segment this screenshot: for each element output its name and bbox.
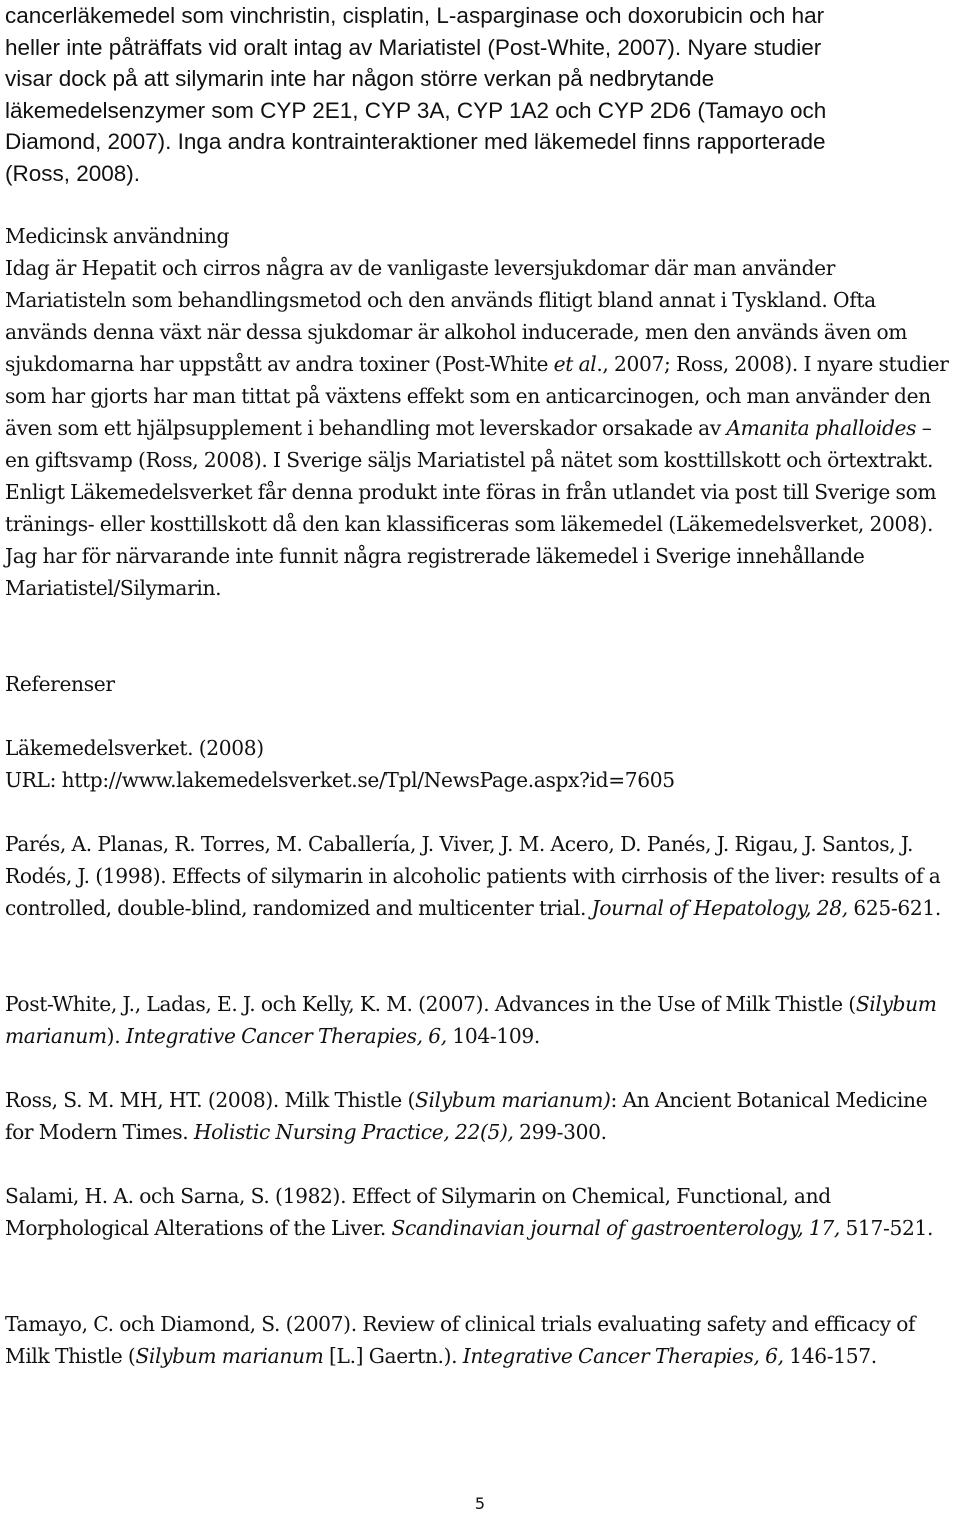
paragraph-text: Post-White	[442, 352, 554, 376]
species-name: Silybum marianum	[135, 1344, 324, 1368]
paragraph-text: ., 2007; Ross, 2008).	[596, 352, 798, 376]
reference-journal: Integrative Cancer Therapies, 6,	[125, 1024, 447, 1048]
paragraph-italic: et al	[553, 352, 597, 376]
reference-text: Salami, H. A. och Sarna, S. (1982). Effect of Silymarin on Chemical, Functional, and Morphological Alterations of the Liver.	[5, 1184, 831, 1240]
reference-url: URL: http://www.lakemedelsverket.se/Tpl/NewsPage.aspx?id=7605	[5, 768, 675, 792]
reference-item	[5, 1308, 957, 1372]
reference-pages: 517-521.	[839, 1216, 934, 1240]
intro-line: cancerläkemedel som vinchristin, cisplatin, L-asparginase och doxorubicin och har	[5, 3, 825, 28]
species-name: Amanita phalloides	[726, 416, 917, 440]
reference-text: Parés, A. Planas, R. Torres, M. Caballería, J. Viver, J. M. Acero, D. Panés, J. Rigau, J. Santos, J. Rodés, J. (1998). Effects of silymarin in alcoholic patients with cirrhosis of the liver: results of a controlled, double-blind, randomized and multicenter trial.	[5, 832, 941, 920]
reference-pages: 104-109.	[446, 1024, 540, 1048]
reference-text: : An Ancient Botanical Medicine for Modern Times.	[5, 1088, 928, 1144]
reference-journal: Integrative Cancer Therapies, 6,	[462, 1344, 784, 1368]
reference-journal: Journal of Hepatology, 28,	[591, 896, 848, 920]
paragraph-text: I nyare studier som har gjorts har man tittat på växtens effekt som en anticarcinogen, och man använder den även som ett hjälpsupplement i behandling mot leverskador orsakade av	[5, 352, 949, 440]
reference-text: ).	[106, 1024, 126, 1048]
reference-journal: Holistic Nursing Practice, 22(5),	[193, 1120, 514, 1144]
paragraph-text: Idag är Hepatit och cirros några av de vanligaste leversjukdomar där man använder Mariatisteln som behandlingsmetod och den används flitigt bland annat i Tyskland. Ofta används denna växt när dessa sjukdomar är alkohol inducerade, men den används även om sjukdomarna har uppstått av andra toxiner (	[5, 256, 908, 376]
intro-line: visar dock på att silymarin inte har någon större verkan på nedbrytande	[5, 66, 715, 91]
species-name: Silybum marianum)	[415, 1088, 611, 1112]
intro-line: (Ross, 2008).	[5, 160, 141, 186]
reference-item	[5, 1180, 957, 1244]
reference-pages: 625-621.	[847, 896, 941, 920]
reference-text: Tamayo, C. och Diamond, S. (2007). Review of clinical trials evaluating safety and efficacy of Milk Thistle (	[5, 1312, 916, 1368]
reference-item	[5, 988, 957, 1052]
reference-text: Post-White, J., Ladas, E. J. och Kelly, K. M. (2007). Advances in the Use of Milk Thistle (	[5, 992, 856, 1016]
reference-text: [L.] Gaertn.).	[323, 1344, 463, 1368]
reference-item	[5, 1084, 957, 1148]
reference-pages: 299-300.	[513, 1120, 607, 1144]
reference-journal: Scandinavian journal of gastroenterology, 17,	[391, 1216, 840, 1240]
page-number: 5	[474, 1494, 486, 1513]
section-paragraph	[5, 252, 957, 604]
intro-line: läkemedelsenzymer som CYP 2E1, CYP 3A, CYP 1A2 och CYP 2D6 (Tamayo och	[5, 97, 827, 123]
intro-line: heller inte påträffats vid oralt intag av Mariatistel (Post-White, 2007). Nyare studier	[5, 34, 822, 60]
intro-line: Diamond, 2007). Inga andra kontrainteraktioner med läkemedel finns rapporterade	[5, 129, 826, 154]
intro-paragraph	[5, 0, 957, 189]
reference-text: Läkemedelsverket. (2008)	[5, 736, 264, 760]
species-name: Silybum marianum	[5, 992, 937, 1048]
references-heading: Referenser	[5, 672, 115, 696]
section-heading: Medicinsk användning	[5, 224, 230, 248]
reference-pages: 146-157.	[783, 1344, 877, 1368]
reference-item	[5, 828, 957, 924]
paragraph-text: – en giftsvamp (Ross, 2008). I Sverige säljs Mariatistel på nätet som kosttillskott och örtextrakt. Enligt Läkemedelsverket får denna produkt inte föras in från utlandet via post till Sverige som tränings- eller kosttillskott då den kan klassificeras som läkemedel (Läkemedelsverket, 2008). Jag har för närvarande inte funnit några registrerade läkemedel i Sverige innehållande Mariatistel/Silymarin.	[5, 416, 937, 600]
reference-text: Ross, S. M. MH, HT. (2008). Milk Thistle (	[5, 1088, 415, 1112]
reference-item	[5, 732, 957, 796]
